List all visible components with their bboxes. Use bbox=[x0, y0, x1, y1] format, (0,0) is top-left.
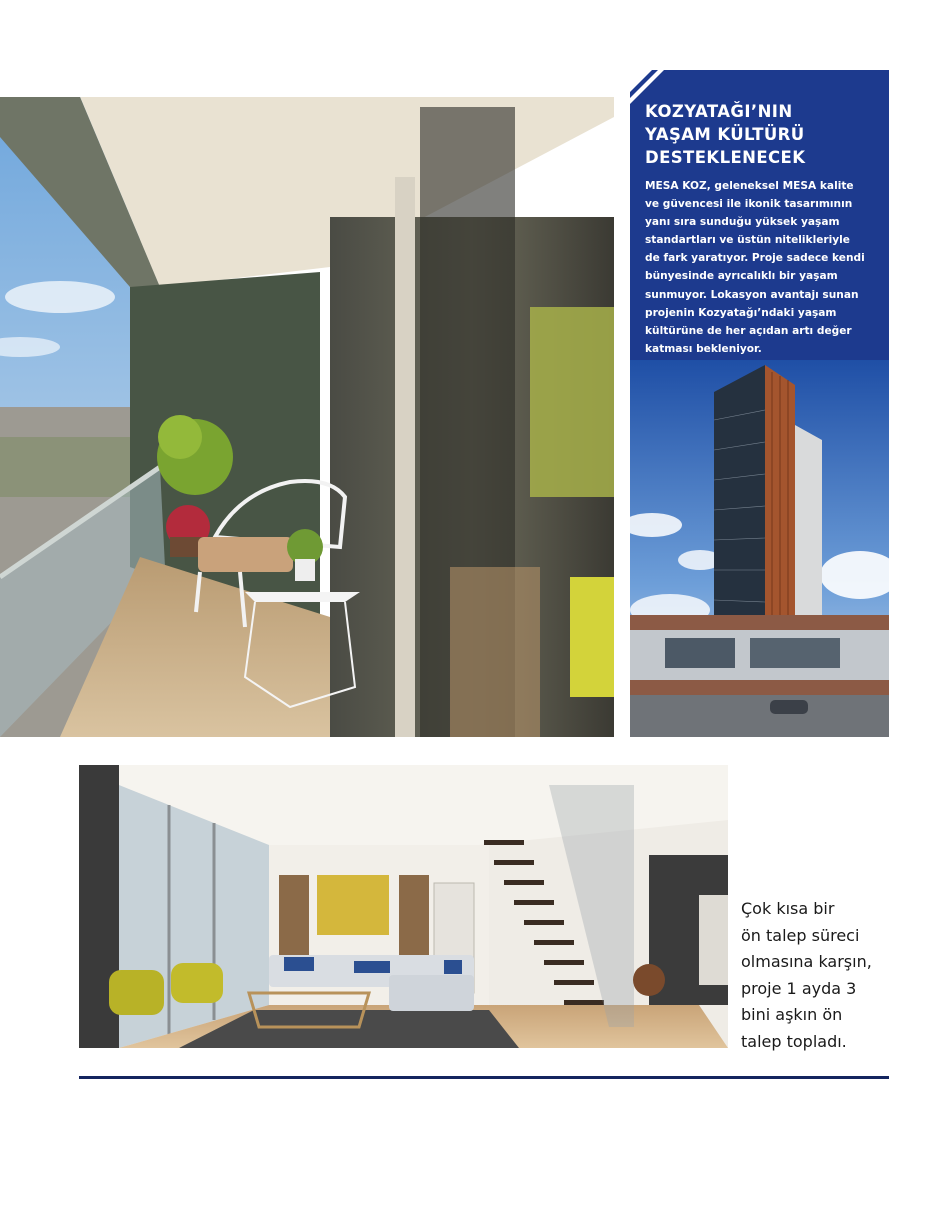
info-panel bbox=[630, 70, 889, 737]
living-room-photo bbox=[79, 765, 728, 1048]
tower-photo bbox=[630, 360, 889, 737]
balcony-photo bbox=[0, 97, 614, 737]
panel-body-text: MESA KOZ, geleneksel MESA kalite ve güvencesi ile ikonik tasarımının yanı sıra sunduğu yüksek yaşam standartları ve üstün nitelikleriyle de fark yaratıyor. Proje sadece kendi bünyesinde ayrıcalıklı bir yaşam sunmuyor. Lokasyon avantajı sunan projenin Kozyatağı’ndaki yaşam kültürüne de her açıdan artı değer katması bekleniyor. bbox=[645, 180, 865, 355]
caption-text: Çok kısa bir ön talep süreci olmasına karşın, proje 1 ayda 3 bini aşkın ön talep topladı. bbox=[741, 899, 872, 1051]
bottom-divider bbox=[79, 1076, 889, 1079]
panel-title: KOZYATAĞI’NIN YAŞAM KÜLTÜRÜ DESTEKLENECEK bbox=[645, 102, 806, 167]
